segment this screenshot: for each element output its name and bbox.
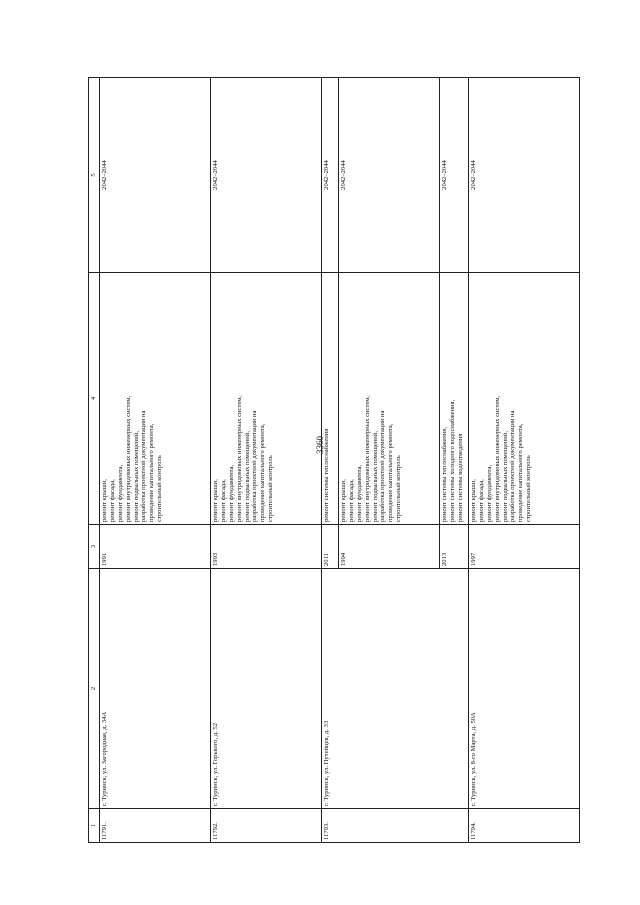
address-cell: г. Туринск, ул. Горького, д. 52: [210, 569, 321, 809]
header-cell: 3: [89, 525, 100, 569]
address-cell: г. Туринск, ул. Загородная, д. 34А: [99, 569, 210, 809]
work-item: ремонт фундамента,: [355, 464, 363, 522]
work-item: ремонт крыши,: [211, 479, 219, 522]
table-row: [210, 78, 321, 843]
work-item: ремонт внутридомовых инженерных систем,: [235, 395, 243, 522]
work-item: строительный контроль: [525, 455, 533, 522]
work-item: ремонт крыши,: [100, 479, 108, 522]
header-row: [89, 78, 100, 843]
header-cell: 1: [89, 809, 100, 843]
work-item: ремонт системы теплоснабжения: [322, 428, 330, 522]
work-item: ремонт фундамента,: [227, 464, 235, 522]
work-item: проведение капитального ремонта,: [259, 423, 267, 522]
header-cell: 2: [89, 569, 100, 809]
year-cell: 2013: [439, 525, 468, 569]
header-cell: 5: [89, 78, 100, 273]
work-item: разработка проектной документации на: [251, 410, 259, 522]
work-item: разработка проектной документации на: [379, 410, 387, 522]
address-cell: г. Туринск, ул. 8-го Марта, д. 50А: [468, 569, 579, 809]
row-number: 11791.: [99, 809, 210, 843]
work-item: ремонт фундамента,: [485, 464, 493, 522]
table-row: [468, 78, 579, 843]
work-item: проведение капитального ремонта,: [387, 423, 395, 522]
work-item: разработка проектной документации на: [140, 410, 148, 522]
works-cell: [338, 273, 439, 525]
work-item: ремонт внутридомовых инженерных систем,: [124, 395, 132, 522]
page-number: 3360: [315, 436, 325, 454]
year-cell: 1991: [99, 525, 210, 569]
period-cell: 2042–2044: [439, 78, 468, 273]
work-item: ремонт системы холодного водоснабжения,: [448, 399, 456, 522]
work-item: строительный контроль: [156, 455, 164, 522]
year-cell: 2011: [321, 525, 338, 569]
work-item: строительный контроль: [267, 455, 275, 522]
works-cell: [439, 273, 468, 525]
address-cell: г. Туринск, ул. Путейцев, д. 33: [321, 569, 468, 809]
work-item: ремонт крыши,: [469, 479, 477, 522]
work-item: ремонт внутридомовых инженерных систем,: [493, 395, 501, 522]
work-item: ремонт системы теплоснабжения,: [440, 427, 448, 522]
header-cell: 4: [89, 273, 100, 525]
year-cell: 1994: [338, 525, 439, 569]
period-cell: 2042–2044: [210, 78, 321, 273]
work-item: разработка проектной документации на: [509, 410, 517, 522]
table-row: [321, 78, 338, 843]
works-cell: [99, 273, 210, 525]
rotated-table-wrapper: [88, 78, 554, 843]
works-cell: [468, 273, 579, 525]
row-number: 11794.: [468, 809, 579, 843]
table-row: [99, 78, 210, 843]
work-item: ремонт подвальных помещений,: [243, 431, 251, 522]
period-cell: 2042–2044: [321, 78, 338, 273]
work-item: ремонт фундамента,: [116, 464, 124, 522]
work-item: проведение капитального ремонта,: [517, 423, 525, 522]
work-item: ремонт подвальных помещений,: [371, 431, 379, 522]
work-item: ремонт фасада,: [108, 479, 116, 522]
work-item: ремонт системы водоотведения: [456, 433, 464, 522]
works-cell: [210, 273, 321, 525]
work-item: проведение капитального ремонта,: [148, 423, 156, 522]
work-item: ремонт подвальных помещений,: [501, 431, 509, 522]
works-cell: [321, 273, 338, 525]
period-cell: 2042–2044: [99, 78, 210, 273]
period-cell: 2042–2044: [338, 78, 439, 273]
row-number: 11793.: [321, 809, 468, 843]
period-cell: 2042–2044: [468, 78, 579, 273]
row-number: 11792.: [210, 809, 321, 843]
work-item: ремонт фасада,: [219, 479, 227, 522]
year-cell: 1993: [210, 525, 321, 569]
work-item: ремонт фасада,: [477, 479, 485, 522]
year-cell: 1997: [468, 525, 579, 569]
work-item: ремонт фасада,: [347, 479, 355, 522]
work-item: ремонт внутридомовых инженерных систем,: [363, 395, 371, 522]
work-item: ремонт крыши,: [339, 479, 347, 522]
repair-schedule-table: [88, 77, 580, 843]
work-item: строительный контроль: [395, 455, 403, 522]
work-item: ремонт подвальных помещений,: [132, 431, 140, 522]
